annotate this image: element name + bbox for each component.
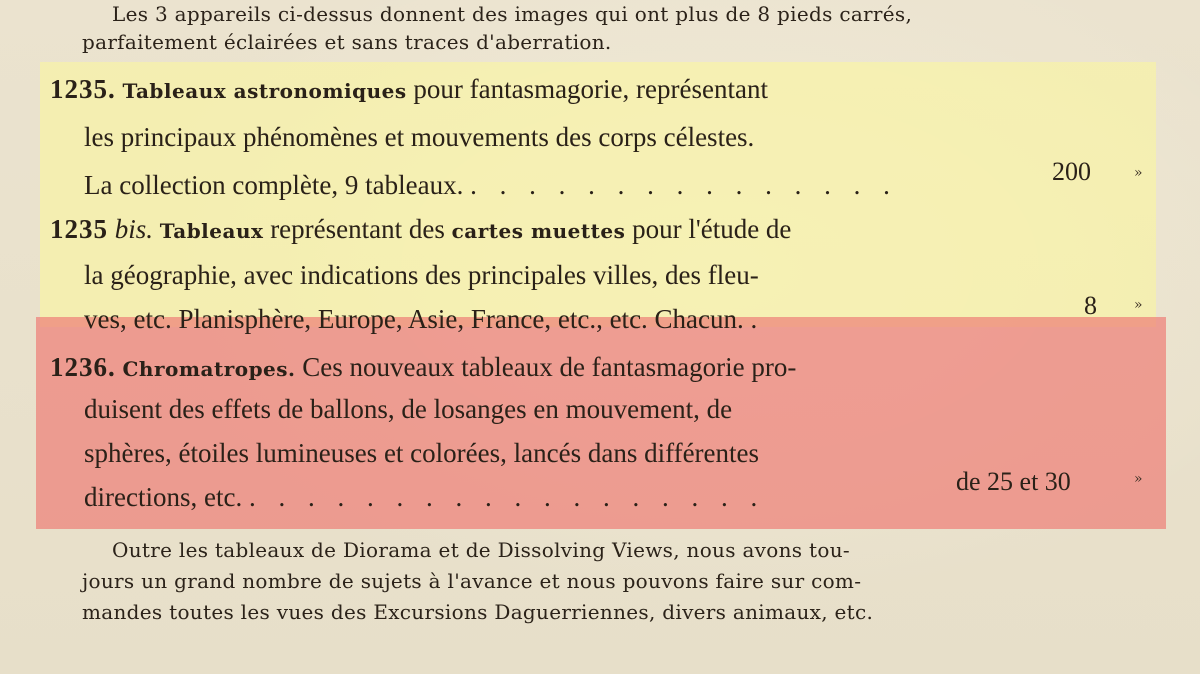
item-1236-line-1 [50,354,796,381]
item-1235-line-1 [50,76,768,103]
intro-line-1: Les 3 appareils ci-dessus donnent des images qui ont plus de 8 pieds carrés, [112,2,913,26]
leader-dots: . . . . . . . . . . . . . . . . . . [248,482,766,512]
item-text: représentant des [270,214,445,244]
price-mark: » [1134,165,1143,181]
outro-line-2: jours un grand nombre de sujets à l'avance et nous pouvons faire sur com- [82,569,862,593]
price-mark: » [1134,471,1143,487]
item-1236-price: de 25 et 30 [956,467,1071,496]
item-text: directions, etc. [84,482,243,512]
price-mark: » [1134,297,1143,313]
item-1235bis-line-2: la géographie, avec indications des principales villes, des fleu- [84,260,759,290]
item-1235bis-line-3 [84,306,765,333]
item-1235bis-line-1 [50,216,791,243]
outro-line-3: mandes toutes les vues des Excursions Daguerriennes, divers animaux, etc. [82,600,874,624]
item-text: pour l'étude de [632,214,792,244]
intro-line-2: parfaitement éclairées et sans traces d'aberration. [82,30,612,54]
leader-dots: . . . . . . . . . . . . . . . [470,170,898,200]
item-1235-line-2: les principaux phénomènes et mouvements des corps célestes. [84,122,755,152]
item-title: Chromatropes. [122,357,296,381]
item-text: Ces nouveaux tableaux de fantasmagorie pro- [302,352,797,382]
item-number: 1235 [50,214,108,244]
item-number-suffix: bis. [114,214,154,244]
item-number: 1236. [50,352,116,382]
item-title: Tableaux [159,219,264,243]
leader-dots: . [750,304,766,334]
item-1236-line-2: duisent des effets de ballons, de losanges en mouvement, de [84,394,733,424]
item-1235bis-price: 8 [1084,291,1097,320]
item-title: Tableaux astronomiques [122,79,407,103]
item-text: pour fantasmagorie, représentant [413,74,768,104]
item-text: La collection complète, 9 tableaux. [84,170,464,200]
item-text: ves, etc. Planisphère, Europe, Asie, France, etc., etc. Chacun. [84,304,744,334]
item-1236-line-4 [84,484,765,511]
outro-line-1: Outre les tableaux de Diorama et de Dissolving Views, nous avons tou- [112,538,850,562]
item-title-2: cartes muettes [451,219,626,243]
item-1235-line-3 [84,172,898,199]
item-number: 1235. [50,74,116,104]
item-1236-line-3: sphères, étoiles lumineuses et colorées, lancés dans différentes [84,438,760,468]
item-1235-price: 200 [1052,157,1091,186]
